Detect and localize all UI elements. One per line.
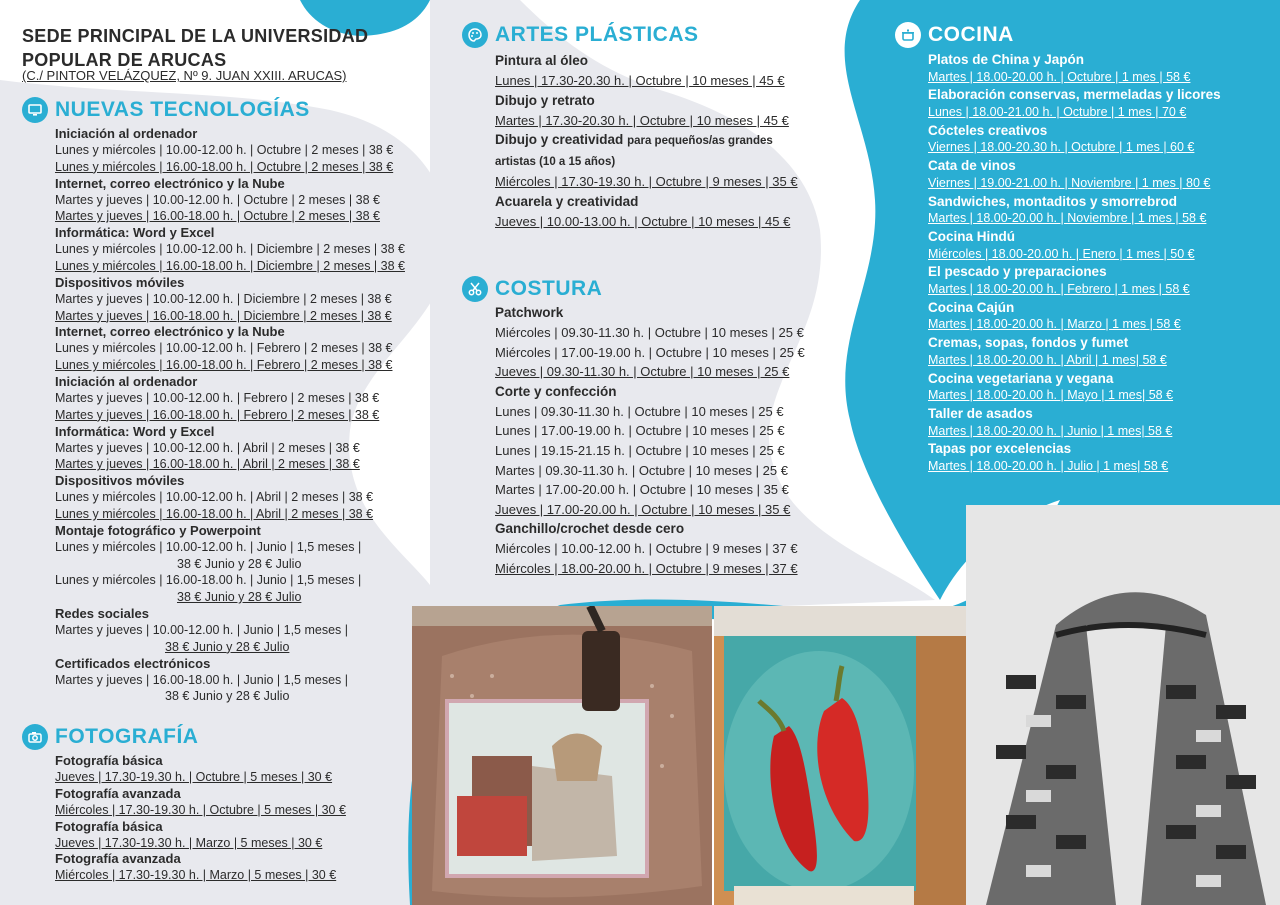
schedule-line: Martes | 17.30-20.30 h. | Octubre | 10 meses | 45 € <box>495 112 789 128</box>
course-title <box>495 51 798 71</box>
schedule-line: Miércoles | 18.00-20.00 h. | Enero | 1 mes | 50 € <box>928 246 1195 261</box>
schedule-line: Miércoles | 17.00-19.00 h. | Octubre | 10 meses | 25 € <box>495 344 805 360</box>
course-title <box>55 225 405 241</box>
schedule-line: Martes y jueves | 16.00-18.00 h. | Diciembre | 2 meses | 38 € <box>55 308 392 323</box>
schedule-line: Martes | 18.00-20.00 h. | Abril | 1 mes| 58 € <box>928 352 1167 367</box>
course-title-text: Sandwiches, montaditos y smorrebrod <box>928 193 1178 209</box>
course-title-text: Certificados electrónicos <box>55 655 211 671</box>
course-title-text: Iniciación al ordenador <box>55 126 198 141</box>
schedule-line: Martes | 17.00-20.00 h. | Octubre | 10 meses | 35 € <box>495 482 789 498</box>
section-header-artes-plasticas <box>462 22 699 48</box>
course-title-text: Fotografía básica <box>55 753 163 768</box>
course-title-text: Informática: Word y Excel <box>55 225 215 241</box>
course-title-text: Cocina Cajún <box>928 299 1015 315</box>
schedule-line: Jueves | 10.00-13.00 h. | Octubre | 10 meses | 45 € <box>495 213 791 229</box>
course-title <box>928 193 1221 211</box>
course-title <box>55 275 405 291</box>
schedule-line: Lunes y miércoles | 16.00-18.00 h. | Octubre | 2 meses | 38 € <box>55 159 394 174</box>
course-list-cocina <box>928 51 1221 476</box>
course-title <box>55 656 405 672</box>
course-list-nuevas-tecnologias <box>55 126 405 705</box>
course-title <box>55 126 405 142</box>
schedule-line: Martes | 18.00-20.00 h. | Octubre | 1 mes | 58 € <box>928 69 1191 84</box>
schedule-line: Martes y jueves | 10.00-12.00 h. | Octubre | 2 meses | 38 € <box>55 192 380 207</box>
course-title-text: Dibujo y creatividad <box>495 132 624 148</box>
course-title-text: Informática: Word y Excel <box>55 423 215 439</box>
course-title-text: Fotografía avanzada <box>55 851 181 867</box>
course-title <box>928 228 1221 246</box>
course-title <box>495 519 805 539</box>
scissors-icon <box>462 276 488 302</box>
schedule-line: Martes y jueves | 10.00-12.00 h. | Febrero | 2 meses | 38 € <box>55 390 380 405</box>
schedule-line: 38 € Junio y 28 € Julio <box>165 639 290 654</box>
schedule-line: Martes y jueves | 10.00-12.00 h. | Junio | 1,5 meses | <box>55 622 348 637</box>
schedule-line: Lunes y miércoles | 10.00-12.00 h. | Junio | 1,5 meses | <box>55 539 362 554</box>
course-title <box>928 157 1221 175</box>
course-title-text: Platos de China y Japón <box>928 52 1085 67</box>
section-title: COSTURA <box>495 277 603 300</box>
course-title-text: Redes sociales <box>55 605 149 621</box>
schedule-line: Martes y jueves | 16.00-18.00 h. | Abril | 2 meses | 38 € <box>55 457 360 472</box>
schedule-line: Lunes | 18.00-21.00 h. | Octubre | 1 mes | 70 € <box>928 104 1187 119</box>
patchwork-bag-photo <box>412 606 712 905</box>
course-title <box>55 819 346 835</box>
schedule-line: Martes y jueves | 16.00-18.00 h. | Junio | 1,5 meses | <box>55 672 348 687</box>
course-title <box>495 303 805 323</box>
title-line-2: POPULAR DE ARUCAS <box>22 50 227 70</box>
course-title-text: Cócteles creativos <box>928 122 1048 138</box>
course-title-text: Internet, correo electrónico y la Nube <box>55 324 285 340</box>
schedule-line: Miércoles | 17.30-19.30 h. | Marzo | 5 meses | 30 € <box>55 868 337 883</box>
schedule-line: Martes | 18.00-20.00 h. | Mayo | 1 mes| 58 € <box>928 388 1174 403</box>
course-title-text: El pescado y preparaciones <box>928 264 1107 280</box>
course-title <box>928 299 1221 317</box>
section-title: COCINA <box>928 23 1014 46</box>
course-title-text: Fotografía avanzada <box>55 785 181 801</box>
course-title-text: Cocina vegetariana y vegana <box>928 370 1114 386</box>
course-title <box>55 176 405 192</box>
section-header-costura <box>462 276 602 302</box>
schedule-line: Jueves | 09.30-11.30 h. | Octubre | 10 meses | 25 € <box>495 364 790 380</box>
schedule-line: Martes y jueves | 16.00-18.00 h. | Febrero | 2 meses | 38 € <box>55 407 380 422</box>
course-title-subtext: para pequeños/as grandes <box>627 135 773 148</box>
course-title-text: Dispositivos móviles <box>55 473 185 489</box>
schedule-line: Lunes | 09.30-11.30 h. | Octubre | 10 meses | 25 € <box>495 403 784 419</box>
schedule-line: Miércoles | 18.00-20.00 h. | Octubre | 9 meses | 37 € <box>495 560 798 576</box>
course-title <box>55 374 405 390</box>
course-title-text: Cocina Hindú <box>928 228 1015 244</box>
course-title <box>928 440 1221 458</box>
palette-icon <box>462 22 488 48</box>
schedule-line: Miércoles | 09.30-11.30 h. | Octubre | 10 meses | 25 € <box>495 325 804 340</box>
schedule-line: Lunes y miércoles | 10.00-12.00 h. | Febrero | 2 meses | 38 € <box>55 341 393 356</box>
course-title-text: Taller de asados <box>928 405 1033 421</box>
course-title <box>928 405 1221 423</box>
course-title <box>495 151 798 172</box>
schedule-line: Lunes y miércoles | 10.00-12.00 h. | Octubre | 2 meses | 38 € <box>55 143 394 157</box>
schedule-line: Martes | 18.00-20.00 h. | Junio | 1 mes| 58 € <box>928 423 1173 438</box>
course-title-text: Patchwork <box>495 305 564 320</box>
schedule-line: Viernes | 19.00-21.00 h. | Noviembre | 1 mes | 80 € <box>928 175 1211 190</box>
course-title <box>928 122 1221 140</box>
course-list-costura <box>495 303 805 579</box>
section-title: ARTES PLÁSTICAS <box>495 23 699 46</box>
section-header-cocina <box>895 22 1014 48</box>
schedule-line: 38 € Junio y 28 € Julio <box>177 590 302 605</box>
course-title <box>495 192 798 212</box>
schedule-line: Lunes y miércoles | 16.00-18.00 h. | Febrero | 2 meses | 38 € <box>55 358 393 373</box>
course-title-text: Cata de vinos <box>928 158 1016 174</box>
course-title <box>55 473 405 489</box>
schedule-line: Lunes | 17.00-19.00 h. | Octubre | 10 meses | 25 € <box>495 423 785 439</box>
course-title-text: Iniciación al ordenador <box>55 373 198 389</box>
course-title-text: Ganchillo/crochet desde cero <box>495 521 685 537</box>
schedule-line: Lunes y miércoles | 16.00-18.00 h. | Abril | 2 meses | 38 € <box>55 506 374 521</box>
section-title: NUEVAS TECNOLOGÍAS <box>55 98 310 121</box>
schedule-line: Miércoles | 17.30-19.30 h. | Octubre | 5 meses | 30 € <box>55 802 346 817</box>
schedule-line: 38 € Junio y 28 € Julio <box>165 689 290 704</box>
course-title-text: Montaje fotográfico y Powerpoint <box>55 522 261 538</box>
course-list-fotografia <box>55 753 346 884</box>
course-title <box>928 370 1221 388</box>
course-title-text: Acuarela y creatividad <box>495 193 639 209</box>
schedule-line: Lunes y miércoles | 16.00-18.00 h. | Diciembre | 2 meses | 38 € <box>55 258 405 273</box>
schedule-line: Lunes y miércoles | 10.00-12.00 h. | Diciembre | 2 meses | 38 € <box>55 242 405 257</box>
course-title <box>55 523 405 539</box>
course-title-text: Elaboración conservas, mermeladas y licores <box>928 87 1221 103</box>
course-title <box>55 606 405 622</box>
schedule-line: 38 € Junio y 28 € Julio <box>177 556 302 571</box>
course-title-text: Dibujo y retrato <box>495 92 595 108</box>
title-line-1: SEDE PRINCIPAL DE LA UNIVERSIDAD <box>22 26 369 46</box>
course-title <box>928 86 1221 104</box>
schedule-line: Martes | 09.30-11.30 h. | Octubre | 10 meses | 25 € <box>495 462 788 478</box>
course-title <box>928 334 1221 352</box>
schedule-line: Miércoles | 17.30-19.30 h. | Octubre | 9 meses | 35 € <box>495 174 798 190</box>
course-title-text: artistas (10 a 15 años) <box>495 156 616 169</box>
schedule-line: Lunes | 19.15-21.15 h. | Octubre | 10 meses | 25 € <box>495 442 785 458</box>
course-list-artes-plasticas <box>495 51 798 231</box>
section-header-fotografia <box>22 724 198 750</box>
schedule-line: Martes y jueves | 10.00-12.00 h. | Abril | 2 meses | 38 € <box>55 440 360 455</box>
schedule-line: Martes y jueves | 16.00-18.00 h. | Octubre | 2 meses | 38 € <box>55 209 380 224</box>
page-title <box>22 24 368 72</box>
pepper-painting-photo <box>714 606 966 905</box>
schedule-line: Martes y jueves | 10.00-12.00 h. | Diciembre | 2 meses | 38 € <box>55 291 392 306</box>
schedule-line: Martes | 18.00-20.00 h. | Marzo | 1 mes | 58 € <box>928 317 1181 332</box>
course-title <box>55 786 346 802</box>
course-title <box>928 51 1221 69</box>
course-title-text: Fotografía básica <box>55 818 163 834</box>
course-title <box>55 753 346 769</box>
schedule-line: Jueves | 17.30-19.30 h. | Marzo | 5 meses | 30 € <box>55 835 323 850</box>
schedule-line: Jueves | 17.30-19.30 h. | Octubre | 5 meses | 30 € <box>55 770 333 784</box>
course-title-text: Dispositivos móviles <box>55 274 185 290</box>
schedule-line: Martes | 18.00-20.00 h. | Noviembre | 1 mes | 58 € <box>928 211 1207 226</box>
schedule-line: Lunes y miércoles | 10.00-12.00 h. | Abril | 2 meses | 38 € <box>55 490 374 505</box>
course-title-text: Pintura al óleo <box>495 53 589 68</box>
course-title <box>55 424 405 440</box>
course-title <box>495 382 805 402</box>
course-title-text: Corte y confección <box>495 383 617 399</box>
course-title-text: Internet, correo electrónico y la Nube <box>55 175 285 191</box>
monitor-icon <box>22 97 48 123</box>
schedule-line: Jueves | 17.00-20.00 h. | Octubre | 10 meses | 35 € <box>495 501 791 517</box>
schedule-line: Miércoles | 10.00-12.00 h. | Octubre | 9 meses | 37 € <box>495 541 798 557</box>
course-title <box>495 130 798 151</box>
schedule-line: Lunes y miércoles | 16.00-18.00 h. | Junio | 1,5 meses | <box>55 573 362 588</box>
address: (C./ PINTOR VELÁZQUEZ, Nº 9. JUAN XXIII. ARUCAS) <box>22 68 347 83</box>
section-title: FOTOGRAFÍA <box>55 725 199 748</box>
crochet-cardigan-photo <box>966 505 1280 905</box>
schedule-line: Viernes | 18.00-20.30 h. | Octubre | 1 mes | 60 € <box>928 140 1195 155</box>
course-title <box>495 91 798 111</box>
course-title <box>928 263 1221 281</box>
camera-icon <box>22 724 48 750</box>
pot-icon <box>895 22 921 48</box>
schedule-line: Lunes | 17.30-20.30 h. | Octubre | 10 meses | 45 € <box>495 73 785 88</box>
schedule-line: Martes | 18.00-20.00 h. | Julio | 1 mes| 58 € <box>928 458 1169 473</box>
schedule-line: Martes | 18.00-20.00 h. | Febrero | 1 mes | 58 € <box>928 281 1190 296</box>
section-header-nuevas-tecnologias <box>22 97 310 123</box>
course-title-text: Cremas, sopas, fondos y fumet <box>928 335 1129 351</box>
course-title <box>55 324 405 340</box>
course-title <box>55 851 346 867</box>
course-title-text: Tapas por excelencias <box>928 441 1072 457</box>
